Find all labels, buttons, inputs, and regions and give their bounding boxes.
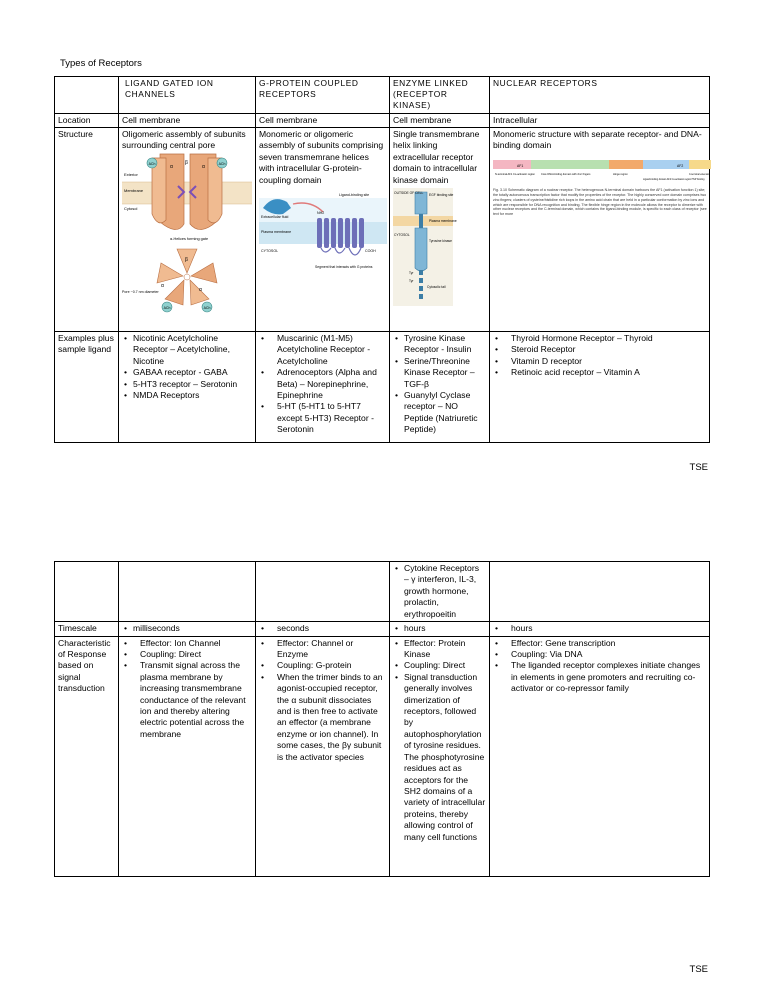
list-item: • Effector: Gene transcription xyxy=(495,638,706,649)
fig-label-pore: Pore ~0.7 nm diameter xyxy=(122,289,159,294)
fig-label-binding-site: Ligand-binding site xyxy=(339,193,370,198)
list-item: • Steroid Receptor xyxy=(495,344,706,355)
list-item: • GABAA receptor - GABA xyxy=(124,367,252,378)
ion-channel-figure xyxy=(122,154,252,322)
cell xyxy=(390,331,490,442)
cell: Intracellular xyxy=(490,113,710,127)
cell xyxy=(490,562,710,622)
row-label: Location xyxy=(55,113,119,127)
domain-af1 xyxy=(493,160,531,169)
cell xyxy=(490,331,710,442)
tag-af2: AF2 xyxy=(677,163,684,168)
list-item: • milliseconds xyxy=(124,623,252,634)
cell: Cell membrane xyxy=(390,113,490,127)
cell xyxy=(390,562,490,622)
list-item: • Effector: Protein Kinase xyxy=(395,638,486,661)
nuclear-figure-caption: Fig. 3.10 Schematic diagram of a nuclear receptor. The heterogenous N-terminal domain harbours the AF1 (activation function 1) site; the totally autonomous transcription factor that modify the properties of the receptor. The highly conserved core domain comprises two zinc fingers; clusters of cysteine/histidine rich loops in the amino acid chain that are held in a particular conformation by zinc ions and which are responsible for DNA recognition and binding. The flexible hinge region in the molecule allows the receptor to dimerize with other nuclear receptors and the C-terminal domain, which contains the ligand-binding module, is specific to each class of receptor (see text for more xyxy=(493,187,707,216)
cell: Cell membrane xyxy=(119,113,256,127)
cell xyxy=(256,562,390,622)
cell: Single transmembrane helix linking extracellular receptor domain to intracellular kinase domain OUTSIDE OF CELL EGF binding site Plasma membrane CYTOSOL Tyrosine kinase Tyr Tyr Cytosolic tail xyxy=(390,127,490,331)
row-label: Characteristic of Response based on signal transduction xyxy=(55,636,119,876)
fig-label-beta: β xyxy=(185,159,188,166)
domain-label: C-terminal extension xyxy=(689,173,711,176)
examples-list-enzyme-linked-continued xyxy=(393,563,486,620)
list-item: • Effector: Channel or Enzyme xyxy=(261,638,386,661)
list-item: • Tyrosine Kinase Receptor - Insulin xyxy=(395,333,486,356)
header-nuclear: NUCLEAR RECEPTORS xyxy=(490,77,710,114)
fig-label-nh2: NH2 xyxy=(317,211,325,216)
list-item: • Adrenoceptors (Alpha and Beta) – Norepinephrine, Epinephrine xyxy=(261,367,386,401)
list-item: • Serine/Threonine Kinase Receptor – TGF-β xyxy=(395,356,486,390)
response-list-nuclear xyxy=(493,638,706,695)
footer-label: TSE xyxy=(689,462,708,473)
cell xyxy=(256,636,390,876)
list-item: • Coupling: Direct xyxy=(124,649,252,660)
fig-label-g-protein-segment: Segment that interacts with G proteins xyxy=(315,265,373,270)
cell xyxy=(256,622,390,636)
fig-label-alpha: α xyxy=(199,286,202,293)
domain-dna-binding xyxy=(531,160,609,169)
list-item: • Guanylyl Cyclase receptor – NO Peptide (Natriuretic Peptide) xyxy=(395,390,486,436)
list-item: • 5-HT (5-HT1 to 5-HT7 except 5-HT3) Receptor - Serotonin xyxy=(261,401,386,435)
fig-label-egf: EGF binding site xyxy=(429,193,454,198)
row-examples-continued xyxy=(55,562,710,622)
document-title: Types of Receptors xyxy=(60,58,142,69)
cell: Monomeric or oligomeric assembly of subunits comprising seven transmemrane helices with intracellular G-protein-coupling domain Ligand-binding site NH2 Extracellular fluid Plasma membrane CYTOSOL COOH Segment that interacts with G proteins xyxy=(256,127,390,331)
gpcr-figure xyxy=(259,188,386,311)
cell: Monomeric structure with separate receptor- and DNA-binding domain AF1 AF2 N-terminal AF1 Co-activator region Core DNA-binding domain with zinc fingers Hinge region Ligand-binding domain AF2 Co-activator region HSP binding C-terminal extension Fig. 3.10 Schematic diagram of a nuclear receptor. The heterogenous N-terminal domain harbours the AF1 (activation function 1) site; the totally autonomous transcription factor that modify the properties of the receptor. The highly conserved core domain comprises two zinc fingers; clusters of cysteine/histidine rich loops in the amino acid chain that are held in a particular conformation by zinc ions and which are responsible for DNA recognition and binding. The flexible hinge region in the molecule allows the receptor to dimerize with other nuclear receptors and the C-terminal domain, which contains the ligand-binding module, is specific to each class of receptor (see text for more xyxy=(490,127,710,331)
cell xyxy=(119,331,256,442)
examples-list-gpcr xyxy=(259,333,386,436)
row-label: Examples plus sample ligand xyxy=(55,331,119,442)
header-blank xyxy=(55,77,119,114)
header-enzyme-linked: ENZYME LINKED (RECEPTOR KINASE) xyxy=(390,77,490,114)
response-list-gpcr xyxy=(259,638,386,764)
cell xyxy=(490,622,710,636)
footer-label: TSE xyxy=(689,964,708,975)
response-list-enzyme-linked xyxy=(393,638,486,844)
cell xyxy=(256,331,390,442)
fig-label-tyr: Tyr xyxy=(409,279,414,284)
fig-label-ach: ACh xyxy=(203,305,211,310)
row-structure xyxy=(55,127,710,331)
list-item: • seconds xyxy=(261,623,386,634)
fig-label-cytosol: CYTOSOL xyxy=(261,249,279,254)
cell xyxy=(390,636,490,876)
fig-label-cytosol: CYTOSOL xyxy=(394,233,410,238)
fig-label-beta: β xyxy=(185,256,188,263)
fig-label-gate: α-Helices forming gate xyxy=(170,236,209,241)
list-item: • hours xyxy=(495,623,706,634)
fig-label-membrane: Plasma membrane xyxy=(261,230,292,235)
examples-list-ligand-gated xyxy=(122,333,252,402)
receptor-table-page-1 xyxy=(54,76,710,443)
table-header-row xyxy=(55,77,710,114)
list-item: • Cytokine Receptors – γ interferon, IL-3, growth hormone, prolactin, erythropoeitin xyxy=(395,563,486,620)
response-list-ligand-gated xyxy=(122,638,252,741)
header-gpcr: G-PROTEIN COUPLED RECEPTORS xyxy=(256,77,390,114)
fig-label-ach: ACh xyxy=(218,161,226,166)
list-item: • When the trimer binds to an agonist-occupied receptor, the α subunit dissociates and is then free to activate an effector (a membrane enzyme or ion channel). In some cases, the βγ subunit is the activator species xyxy=(261,672,386,763)
fig-label-membrane: Plasma membrane xyxy=(429,219,457,224)
row-label: Timescale xyxy=(55,622,119,636)
fig-label-membrane: Membrane xyxy=(124,187,144,193)
header-ligand-gated: LIGAND GATED ION CHANNELS xyxy=(119,77,256,114)
list-item: • Muscarinic (M1-M5) Acetylcholine Receptor - Acetylcholine xyxy=(261,333,386,367)
fig-label-ecf: Extracellular fluid xyxy=(261,215,289,220)
row-label xyxy=(55,562,119,622)
list-item: • Coupling: Direct xyxy=(395,660,486,671)
fig-label-cooh: COOH xyxy=(365,249,376,254)
domain-label: Core DNA-binding domain with zinc fingers xyxy=(541,172,591,176)
list-item: • Retinoic acid receptor – Vitamin A xyxy=(495,367,706,378)
cell xyxy=(119,622,256,636)
fig-label-kinase: Tyrosine kinase xyxy=(429,239,452,244)
fig-label-tyr: Tyr xyxy=(409,271,414,276)
cell: Oligomeric assembly of subunits surrounding central pore ACh ACh α β α Exterior Membrane Cytosol α-Helices forming gate ACh ACh β α α Pore ~0.7 nm diameter xyxy=(119,127,256,331)
list-item: • Transmit signal across the plasma membrane by increasing transmembrane conductance of the relevant ion and thereby altering electric potential across the membrane xyxy=(124,660,252,740)
fig-label-alpha: α xyxy=(161,282,164,289)
domain-hinge xyxy=(609,160,643,169)
row-location xyxy=(55,113,710,127)
cell xyxy=(119,562,256,622)
domain-label: Hinge region xyxy=(613,172,628,176)
fig-label-alpha: α xyxy=(170,163,173,170)
list-item: • hours xyxy=(395,623,486,634)
domain-label: Ligand-binding domain AF2 Co-activator region HSP binding xyxy=(643,178,705,181)
fig-label-cytosol: Cytosol xyxy=(124,205,138,211)
fig-label-ach: ACh xyxy=(148,161,156,166)
row-examples xyxy=(55,331,710,442)
list-item: • Effector: Ion Channel xyxy=(124,638,252,649)
fig-label-exterior: Exterior xyxy=(124,171,138,177)
receptor-table-page-2 xyxy=(54,561,710,877)
domain-c-terminal xyxy=(689,160,711,169)
cell xyxy=(119,636,256,876)
cell xyxy=(390,622,490,636)
list-item: • The liganded receptor complexes initiate changes in elements in gene promoters and recruiting co-activator or co-repressor family xyxy=(495,660,706,694)
list-item: • NMDA Receptors xyxy=(124,390,252,401)
list-item: • 5-HT3 receptor – Serotonin xyxy=(124,379,252,390)
list-item: • Thyroid Hormone Receptor – Thyroid xyxy=(495,333,706,344)
nuclear-receptor-figure xyxy=(493,158,711,239)
list-item: • Coupling: Via DNA xyxy=(495,649,706,660)
list-item: • Signal transduction generally involves dimerization of receptors, followed by autophosphorylation of tyrosine residues. The phosphotyrosine residues act as acceptors for the SH2 domains of a variety of intracellular proteins, thereby allowing control of many cell functions xyxy=(395,672,486,843)
list-item: • Nicotinic Acetylcholine Receptor – Acetylcholine, Nicotine xyxy=(124,333,252,367)
row-response xyxy=(55,636,710,876)
fig-label-tail: Cytosolic tail xyxy=(427,285,446,290)
examples-list-nuclear xyxy=(493,333,706,379)
cell xyxy=(490,636,710,876)
examples-list-enzyme-linked xyxy=(393,333,486,436)
tag-af1: AF1 xyxy=(517,163,524,168)
fig-label-alpha: α xyxy=(202,163,205,170)
list-item: • Vitamin D receptor xyxy=(495,356,706,367)
fig-label-outside: OUTSIDE OF CELL xyxy=(394,191,424,196)
list-item: • Coupling: G-protein xyxy=(261,660,386,671)
cell: Cell membrane xyxy=(256,113,390,127)
rtk-figure xyxy=(393,188,486,309)
row-label: Structure xyxy=(55,127,119,331)
domain-label: N-terminal AF1 Co-activator region xyxy=(495,172,535,176)
fig-label-ach: ACh xyxy=(163,305,171,310)
row-timescale xyxy=(55,622,710,636)
